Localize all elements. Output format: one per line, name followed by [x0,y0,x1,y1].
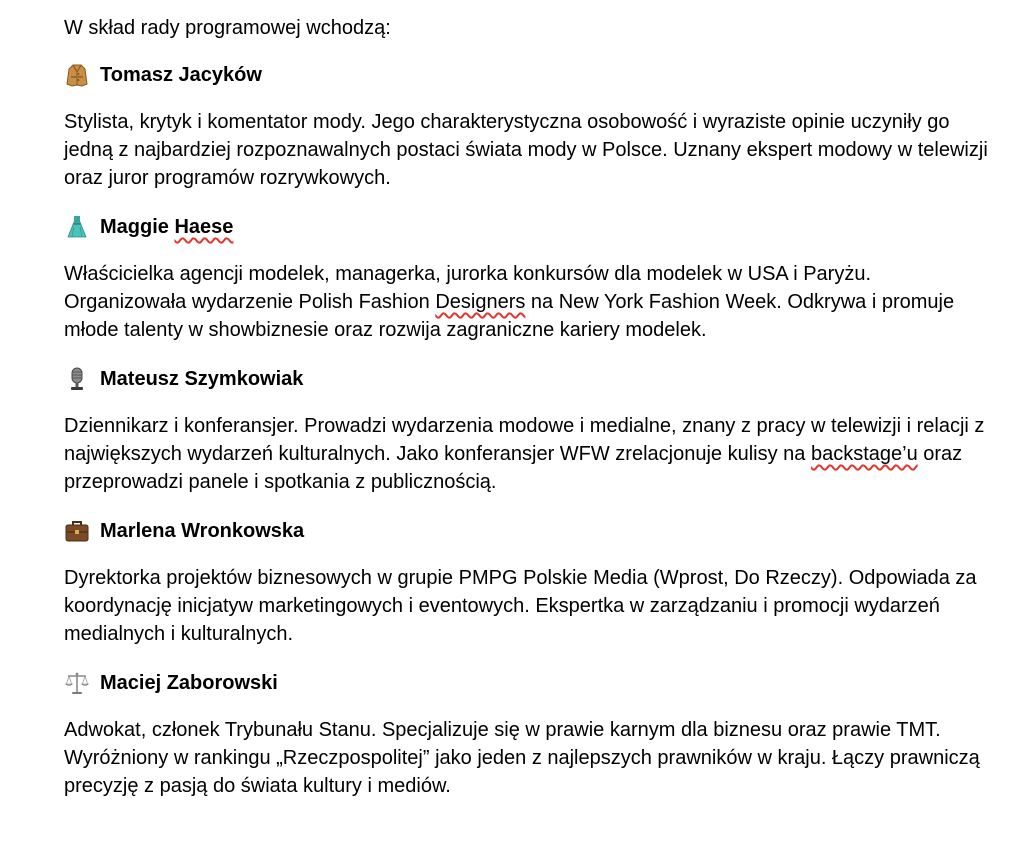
member-section [64,61,994,192]
member-bio: Stylista, krytyk i komentator mody. Jego charakterystyczna osobowość i wyraziste opinie uczyniły go jedną z najbardziej rozpoznawalnych postaci świata mody w Polsce. Uznany ekspert modowy w telewizji oraz juror programów rozrywkowych. [64,111,988,189]
member-section [64,213,994,344]
member-bio-part: Dziennikarz i konferansjer. Prowadzi wydarzenia modowe i medialne, znany z pracy w telewizji i relacji z największych wydarzeń kulturalnych. Jako konferansjer WFW zrelacjonuje kulisy na [64,415,985,465]
member-bio: Adwokat, członek Trybunału Stanu. Specjalizuje się w prawie karnym dla biznesu oraz prawie TMT. Wyróżniony w rankingu „Rzeczpospolitej” jako jeden z najlepszych prawników w kraju. Łączy prawniczą precyzję z pasją do świata kultury i mediów. [64,719,980,797]
member-section [64,517,994,648]
spellcheck-flagged-word[interactable]: Haese [174,216,234,238]
member-heading [64,517,994,545]
member-bio-part: oraz przeprowadzi panele i spotkania z publicznością. [64,443,963,493]
intro-text: W skład rady programowej wchodzą: [64,17,391,39]
member-bio: Dyrektorka projektów biznesowych w grupie PMPG Polskie Media (Wprost, Do Rzeczy). Odpowiada za koordynację inicjatyw marketingowych i eventowych. Ekspertka w zarządzaniu i promocji wydarzeń medialnych i kulturalnych. [64,567,977,645]
member-heading [64,669,994,697]
member-name: Mateusz Szymkowiak [100,368,304,390]
member-name: Tomasz Jacyków [100,64,262,86]
microphone-icon [64,366,90,392]
member-bio [64,260,994,344]
member-name-first: Maggie [100,216,175,238]
member-section [64,669,994,800]
spellcheck-flagged-word[interactable]: Designers [435,291,526,313]
member-bio-part: Właścicielka agencji modelek, managerka, jurorka konkursów dla modelek w USA i Paryżu. Organizowała wydarzenie Polish Fashion [64,263,872,313]
coat-icon [64,62,90,88]
dress-icon [64,214,90,240]
member-heading [64,61,994,89]
member-bio-part: na New York Fashion Week. Odkrywa i promuje młode talenty w showbiznesie oraz rozwija zagraniczne kariery modelek. [64,291,955,341]
member-name [100,213,233,241]
member-heading [64,213,994,241]
member-name: Marlena Wronkowska [100,520,305,542]
scales-icon [64,670,90,696]
briefcase-icon [64,518,90,544]
member-section [64,365,994,496]
member-heading [64,365,994,393]
document-body [64,14,994,821]
member-name: Maciej Zaborowski [100,672,278,694]
member-bio [64,412,994,496]
spellcheck-flagged-word[interactable]: backstage’u [810,443,918,465]
